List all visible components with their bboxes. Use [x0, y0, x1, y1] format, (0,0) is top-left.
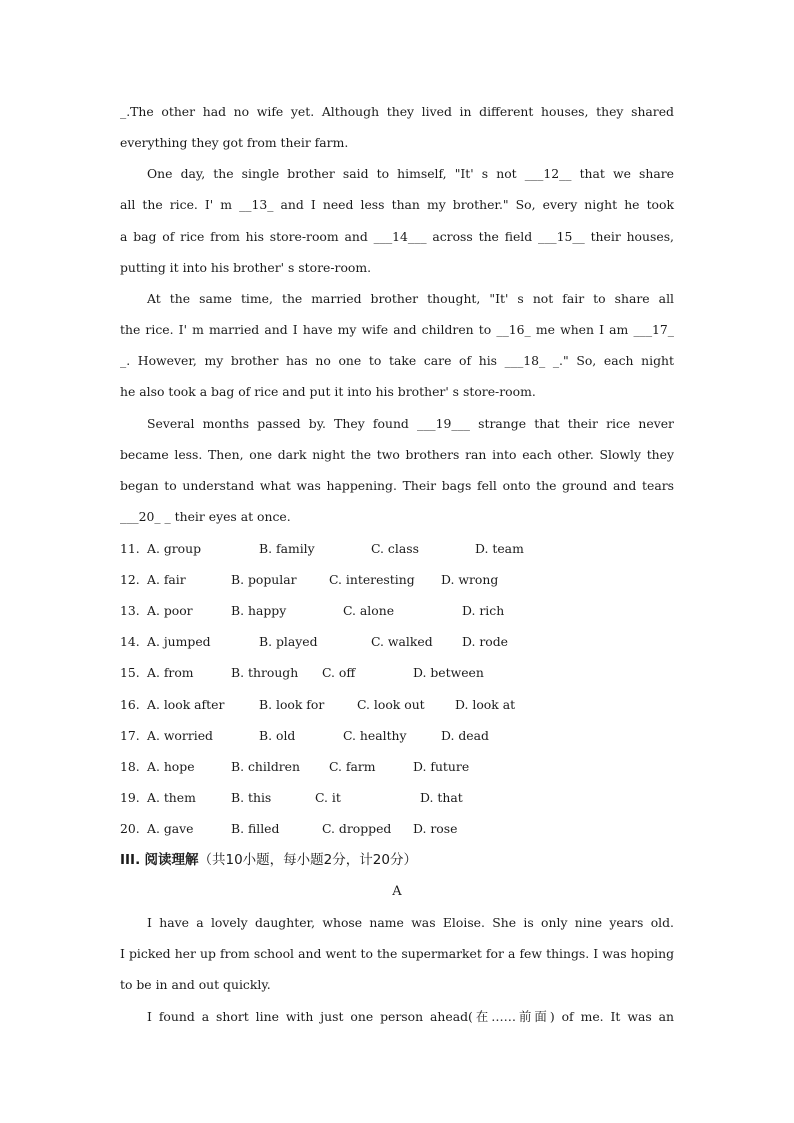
- option-b[interactable]: B. filled: [231, 821, 280, 836]
- option-b[interactable]: B. through: [231, 665, 299, 680]
- question-19: 19. A. them B. this C. it D. that: [120, 788, 674, 808]
- passage-line: all the rice. I' m __13_ and I need less than my brother." So, every night he took: [120, 197, 674, 212]
- section-heading: [120, 850, 417, 870]
- option-b[interactable]: B. this: [231, 790, 272, 805]
- option-d[interactable]: D. look at: [455, 697, 516, 712]
- option-c[interactable]: C. interesting: [329, 572, 415, 587]
- question-20: 20. A. gave B. filled C. dropped D. rose: [120, 819, 674, 839]
- question-16: 16. A. look after B. look for C. look out D. look at: [120, 695, 674, 715]
- option-d[interactable]: D. between: [413, 665, 484, 680]
- option-d[interactable]: D. rose: [413, 821, 458, 836]
- question-11: 11. A. group B. family C. class D. team: [120, 539, 674, 559]
- passage-line: At the same time, the married brother thought, "It' s not fair to share all: [147, 291, 674, 306]
- passage-line: everything they got from their farm.: [120, 135, 349, 150]
- option-a[interactable]: A. them: [147, 790, 196, 805]
- option-a[interactable]: A. poor: [147, 603, 193, 618]
- question-18: 18. A. hope B. children C. farm D. future: [120, 757, 674, 777]
- section-title: 阅读理解: [144, 852, 199, 868]
- option-b[interactable]: B. popular: [231, 572, 297, 587]
- option-c[interactable]: C. farm: [329, 759, 376, 774]
- option-a[interactable]: A. jumped: [147, 634, 211, 649]
- option-d[interactable]: D. that: [420, 790, 463, 805]
- option-d[interactable]: D. team: [475, 541, 524, 556]
- question-17: 17. A. worried B. old C. healthy D. dead: [120, 726, 674, 746]
- option-a[interactable]: A. group: [147, 541, 202, 556]
- option-d[interactable]: D. dead: [441, 728, 489, 743]
- option-c[interactable]: C. healthy: [343, 728, 407, 743]
- option-c[interactable]: C. alone: [343, 603, 395, 618]
- option-d[interactable]: D. future: [413, 759, 470, 774]
- option-c[interactable]: C. off: [322, 665, 356, 680]
- question-12: 12. A. fair B. popular C. interesting D. wrong: [120, 570, 674, 590]
- option-c[interactable]: C. it: [315, 790, 341, 805]
- option-b[interactable]: B. children: [231, 759, 300, 774]
- passage-line: _. However, my brother has no one to take care of his ___18_ _." So, each night: [120, 353, 674, 368]
- reading-line: I picked her up from school and went to the supermarket for a few things. I was hoping: [120, 946, 674, 961]
- passage-line: the rice. I' m married and I have my wife and children to __16_ me when I am ___17_: [120, 322, 674, 337]
- option-c[interactable]: C. dropped: [322, 821, 392, 836]
- option-a[interactable]: A. fair: [147, 572, 186, 587]
- option-d[interactable]: D. rode: [462, 634, 509, 649]
- reading-line: I found a short line with just one person ahead(在……前面) of me. It was an: [147, 1009, 674, 1024]
- passage-line: began to understand what was happening. Their bags fell onto the ground and tears: [120, 478, 674, 493]
- option-a[interactable]: A. look after: [147, 697, 225, 712]
- option-c[interactable]: C. class: [371, 541, 419, 556]
- option-b[interactable]: B. look for: [259, 697, 325, 712]
- passage-line: he also took a bag of rice and put it into his brother' s store-room.: [120, 384, 536, 399]
- option-b[interactable]: B. played: [259, 634, 318, 649]
- passage-line: a bag of rice from his store-room and ___14___ across the field ___15__ their houses,: [120, 229, 674, 244]
- option-c[interactable]: C. walked: [371, 634, 433, 649]
- question-14: 14. A. jumped B. played C. walked D. rode: [120, 632, 674, 652]
- section-note: （共10小题，每小题2分，计20分）: [198, 852, 417, 868]
- option-d[interactable]: D. rich: [462, 603, 505, 618]
- option-b[interactable]: B. old: [259, 728, 296, 743]
- passage-line: became less. Then, one dark night the two brothers ran into each other. Slowly they: [120, 447, 674, 462]
- passage-line: Several months passed by. They found ___19___ strange that their rice never: [147, 416, 674, 431]
- passage-label: A: [392, 884, 402, 899]
- section-number: III.: [120, 852, 141, 868]
- option-a[interactable]: A. gave: [147, 821, 194, 836]
- question-15: 15. A. from B. through C. off D. between: [120, 663, 674, 683]
- reading-line: I have a lovely daughter, whose name was Eloise. She is only nine years old.: [147, 915, 674, 930]
- passage-line: ___20_ _ their eyes at once.: [120, 509, 291, 524]
- passage-line: _.The other had no wife yet. Although they lived in different houses, they shared: [120, 104, 674, 119]
- passage-line: putting it into his brother' s store-room.: [120, 260, 372, 275]
- option-c[interactable]: C. look out: [357, 697, 425, 712]
- option-a[interactable]: A. hope: [147, 759, 195, 774]
- reading-line: to be in and out quickly.: [120, 977, 271, 992]
- option-b[interactable]: B. happy: [231, 603, 287, 618]
- option-d[interactable]: D. wrong: [441, 572, 499, 587]
- passage-line: One day, the single brother said to himself, "It' s not ___12__ that we share: [147, 166, 674, 181]
- option-a[interactable]: A. worried: [147, 728, 213, 743]
- option-a[interactable]: A. from: [147, 665, 194, 680]
- question-13: 13. A. poor B. happy C. alone D. rich: [120, 601, 674, 621]
- option-b[interactable]: B. family: [259, 541, 315, 556]
